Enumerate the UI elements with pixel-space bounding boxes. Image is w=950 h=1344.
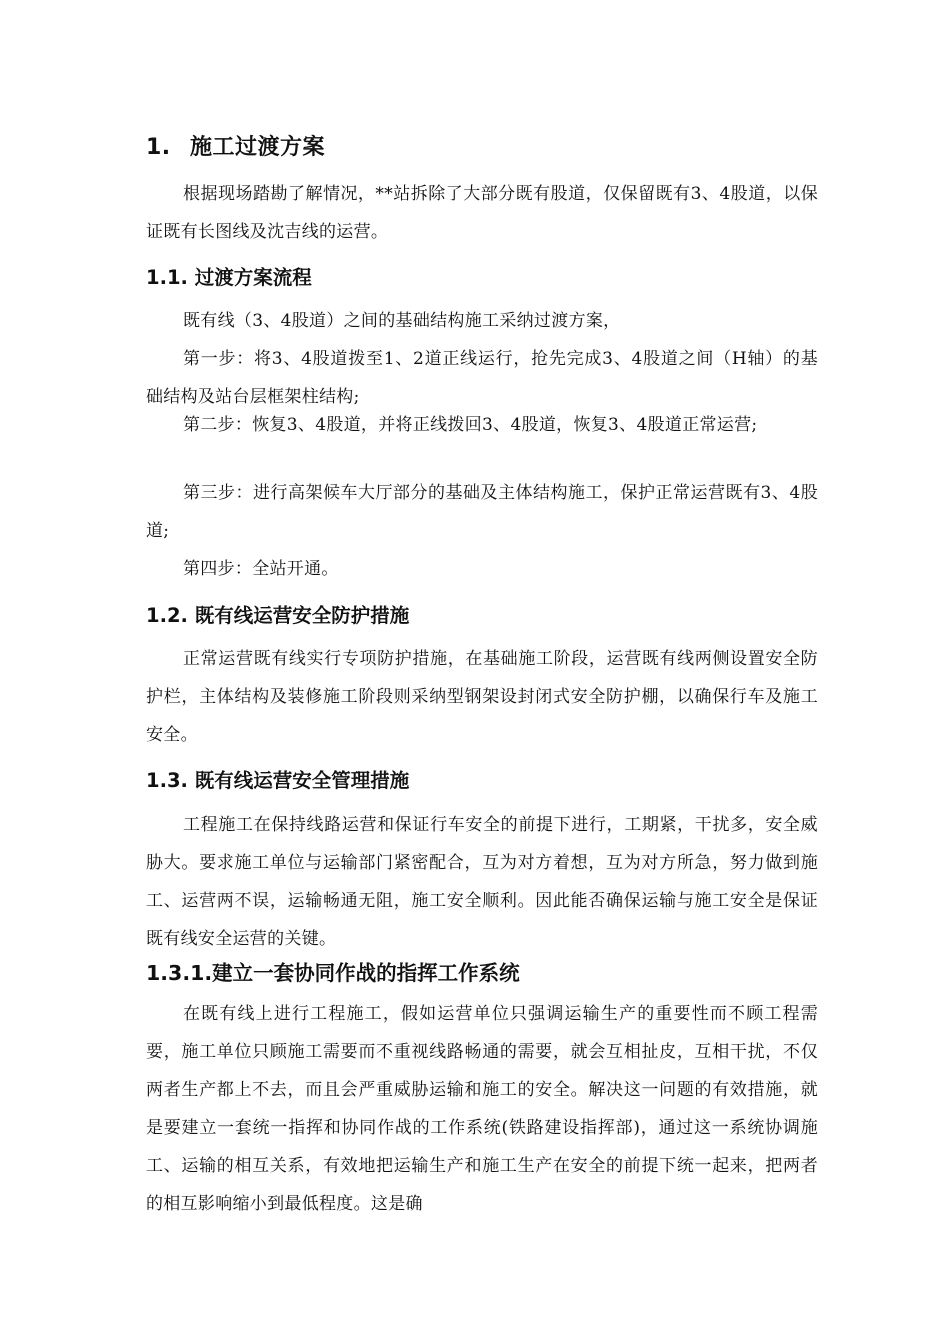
section-1-3-paragraph: 工程施工在保持线路运营和保证行车安全的前提下进行，工期紧，干扰多，安全威胁大。要求施工单位与运输部门紧密配合，互为对方着想，互为对方所急，努力做到施工、运营两不误，运输畅通无阻，施工安全顺利。因此能否确保运输与施工安全是保证既有线安全运营的关键。 [146, 815, 818, 949]
section-1-1-heading: 1.1. 过渡方案流程 [146, 266, 312, 289]
section-1-1-step-3: 第三步：进行高架候车大厅部分的基础及主体结构施工，保护正常运营既有3、4股道; [146, 483, 818, 541]
section-1-2-paragraph: 正常运营既有线实行专项防护措施，在基础施工阶段，运营既有线两侧设置安全防护栏，主体结构及装修施工阶段则采纳型钢架设封闭式安全防护棚，以确保行车及施工安全。 [146, 649, 818, 745]
section-1-2-heading: 1.2. 既有线运营安全防护措施 [146, 604, 410, 627]
section-1-3-1-paragraph: 在既有线上进行工程施工，假如运营单位只强调运输生产的重要性而不顾工程需要，施工单位只顾施工需要而不重视线路畅通的需要，就会互相扯皮，互相干扰，不仅两者生产都上不去，而且会严重威胁运输和施工的安全。解决这一问题的有效措施，就是要建立一套统一指挥和协同作战的工作系统(铁路建设指挥部)，通过这一系统协调施工、运输的相互关系，有效地把运输生产和施工生产在安全的前提下统一起来，把两者的相互影响缩小到最低程度。这是确 [146, 1004, 818, 1214]
section-1-3-1-heading: 1.3.1.建立一套协同作战的指挥工作系统 [146, 961, 520, 985]
section-1-1-step-1: 第一步：将3、4股道拨至1、2道正线运行，抢先完成3、4股道之间（H轴）的基础结构及站台层框架柱结构; [146, 349, 818, 407]
section-1-title: 施工过渡方案 [190, 135, 326, 160]
section-1-3-heading: 1.3. 既有线运营安全管理措施 [146, 769, 410, 792]
section-1-number: 1. [146, 135, 171, 160]
section-1-intro: 根据现场踏勘了解情况，**站拆除了大部分既有股道，仅保留既有3、4股道，以保证既有长图线及沈吉线的运营。 [146, 184, 818, 242]
section-1-1-paragraph-1: 既有线（3、4股道）之间的基础结构施工采纳过渡方案， [183, 311, 621, 331]
section-1-1-step-2: 第二步：恢复3、4股道，并将正线拨回3、4股道，恢复3、4股道正常运营; [183, 415, 758, 435]
section-1-heading [146, 130, 325, 161]
section-1-1-step-4: 第四步：全站开通。 [183, 559, 339, 579]
